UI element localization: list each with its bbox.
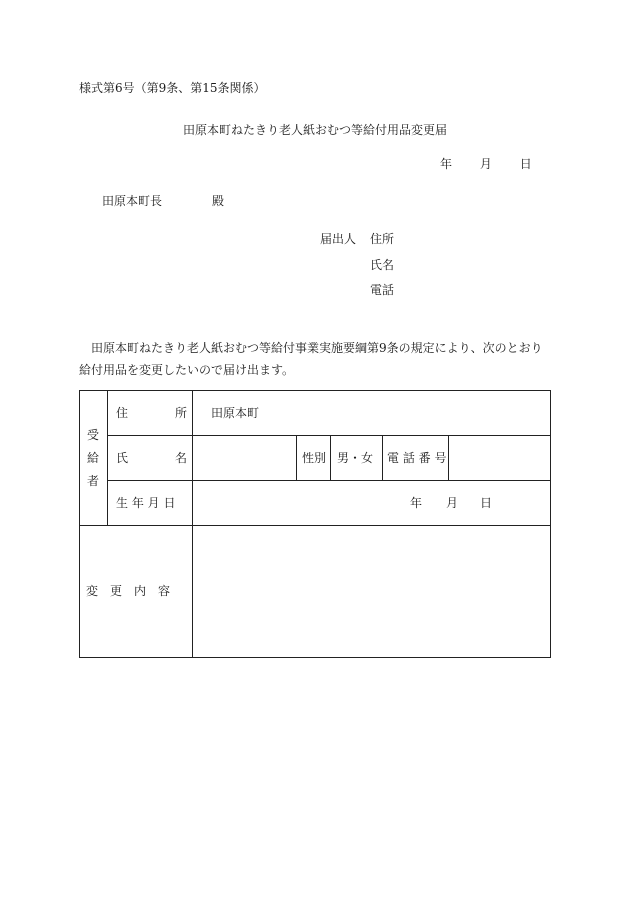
change-content-label: 変 更 内 容	[86, 584, 171, 598]
recipient-table	[79, 390, 551, 658]
date-month: 月	[479, 157, 492, 171]
birthdate-label: 生 年 月 日	[116, 496, 176, 510]
birth-year: 年	[410, 496, 423, 510]
gender-label: 性別	[302, 451, 327, 465]
name-label-char-1: 氏	[116, 451, 129, 465]
applicant-name-label: 氏名	[370, 258, 395, 272]
applicant-phone-label: 電話	[370, 283, 395, 297]
applicant-block	[320, 233, 520, 303]
applicant-label: 届出人	[320, 232, 357, 246]
address-label-char-1: 住	[116, 406, 129, 420]
recipient-header-char-3: 者	[87, 474, 100, 488]
birth-month: 月	[446, 496, 459, 510]
gender-options[interactable]: 男・女	[337, 451, 374, 465]
addressee-honorific: 殿	[212, 194, 225, 208]
date-year: 年	[440, 157, 453, 171]
applicant-address-label: 住所	[370, 232, 395, 246]
recipient-header-char-1: 受	[87, 428, 100, 442]
address-label-char-2: 所	[175, 406, 188, 420]
body-text: 田原本町ねたきり老人紙おむつ等給付事業実施要綱第9条の規定により、次のとおり給付用品を変更したいので届け出ます。	[79, 341, 543, 377]
birth-day: 日	[480, 496, 493, 510]
change-content-field[interactable]	[193, 526, 550, 657]
date-day: 日	[519, 157, 532, 171]
name-label-char-2: 名	[175, 451, 188, 465]
phone-number-label: 電 話 番 号	[387, 451, 447, 465]
address-value[interactable]: 田原本町	[211, 406, 260, 420]
submission-date	[440, 158, 532, 170]
addressee	[102, 195, 224, 207]
form-number: 様式第6号（第9条、第15条関係）	[79, 81, 266, 95]
recipient-header-char-2: 給	[87, 451, 100, 465]
addressee-name: 田原本町長	[102, 194, 163, 208]
document-title: 田原本町ねたきり老人紙おむつ等給付用品変更届	[182, 123, 447, 137]
